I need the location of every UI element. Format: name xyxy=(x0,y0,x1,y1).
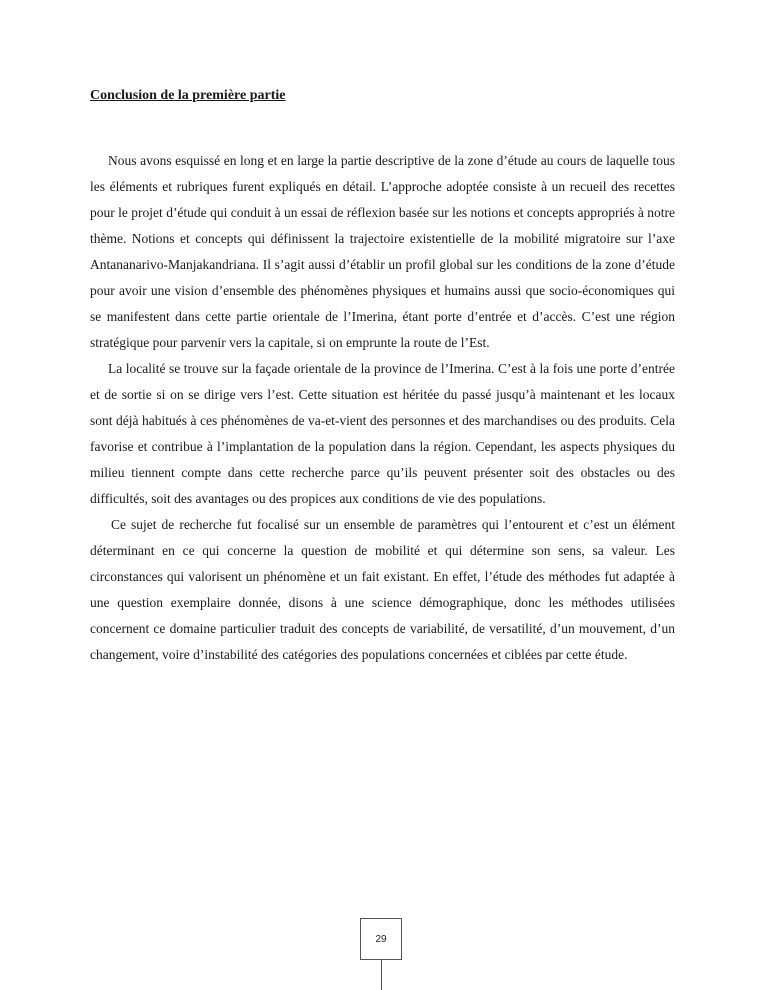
page-number-connector-line xyxy=(381,960,382,990)
paragraph-3: Ce sujet de recherche fut focalisé sur un ensemble de paramètres qui l’entourent et c’est un élément déterminant en ce qui concerne la question de mobilité et qui détermine son sens, sa valeur. Les circonstances qui valorisent un phénomène et un fait existant. En effet, l’étude des méthodes fut adaptée à une question exemplaire donnée, disons à une science démographique, donc les méthodes utilisées concernent ce domaine particulier traduit des concepts de variabilité, de versatilité, d’un mouvement, d’un changement, voire d’instabilité des catégories des populations concernées et ciblées par cette étude. xyxy=(90,517,675,662)
page-number-box xyxy=(360,918,402,960)
page-number: 29 xyxy=(375,933,387,945)
paragraph-1: Nous avons esquissé en long et en large la partie descriptive de la zone d’étude au cours de laquelle tous les éléments et rubriques furent expliqués en détail. L’approche adoptée consiste à un recueil des recettes pour le projet d’étude qui conduit à un essai de réflexion basée sur les notions et concepts appropriés à notre thème. Notions et concepts qui définissent la trajectoire existentielle de la mobilité migratoire sur l’axe Antananarivo-Manjakandriana. Il s’agit aussi d’établir un profil global sur les conditions de la zone d’étude pour avoir une vision d’ensemble des phénomènes physiques et humains aussi que socio-économiques qui se manifestent dans cette partie orientale de l’Imerina, étant porte d’entrée et d’accès. C’est une région stratégique pour parvenir vers la capitale, si on emprunte la route de l’Est. xyxy=(90,153,675,350)
section-heading: Conclusion de la première partie xyxy=(90,88,286,103)
body-text xyxy=(90,148,675,668)
paragraph-2: La localité se trouve sur la façade orientale de la province de l’Imerina. C’est à la fois une porte d’entrée et de sortie si on se dirige vers l’est. Cette situation est héritée du passé jusqu’à maintenant et les locaux sont déjà habitués à ces phénomènes de va-et-vient des personnes et des marchandises ou des produits. Cela favorise et contribue à l’implantation de la population dans la région. Cependant, les aspects physiques du milieu tiennent compte dans cette recherche parce qu’ils peuvent présenter soit des obstacles ou des difficultés, soit des avantages ou des propices aux conditions de vie des populations. xyxy=(90,361,675,506)
